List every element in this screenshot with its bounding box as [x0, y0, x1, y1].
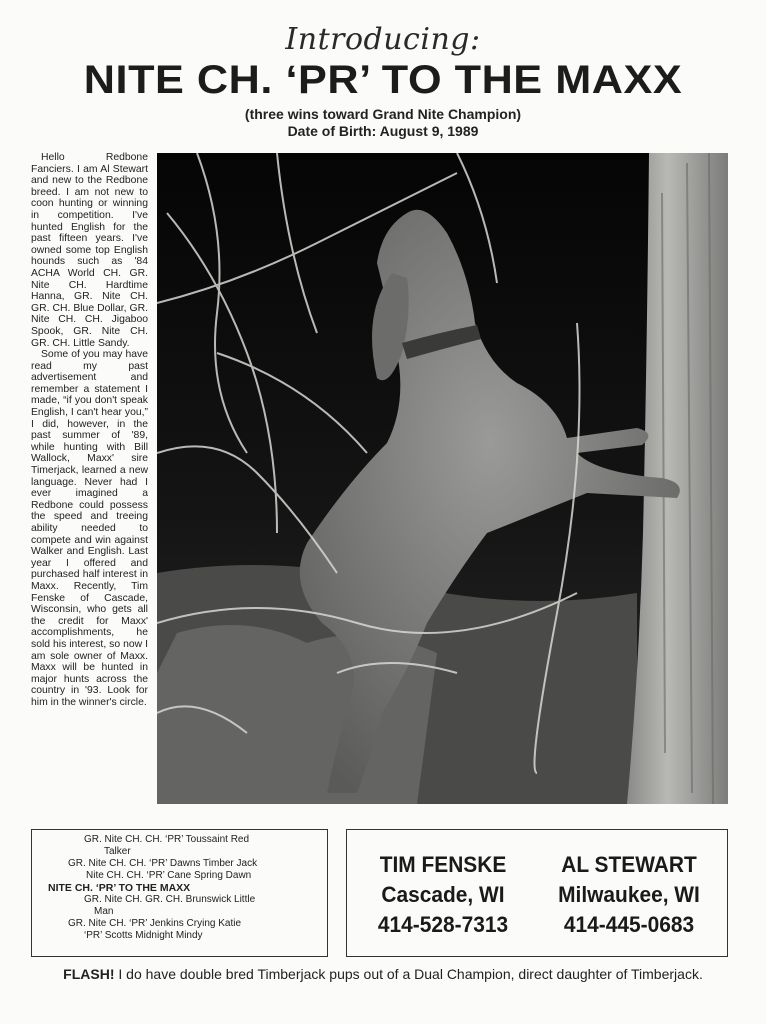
- pedigree-line: Man: [94, 906, 114, 917]
- contact-tim-fenske: [353, 850, 533, 940]
- contact-phone: 414-445-0683: [563, 912, 695, 937]
- intro-heading: Introducing:: [285, 22, 481, 57]
- subtitle: (three wins toward Grand Nite Champion): [244, 106, 522, 122]
- pedigree-line: GR. Nite CH. GR. CH. Brunswick Little: [84, 894, 256, 905]
- contact-name: AL STEWART: [561, 852, 697, 877]
- flash-label: FLASH!: [63, 966, 115, 982]
- contact-al-stewart: [539, 850, 719, 940]
- pedigree-line: Talker: [104, 846, 131, 857]
- article-body: [31, 152, 148, 832]
- pedigree-line: GR. Nite CH. CH. ‘PR’ Dawns Timber Jack: [68, 858, 258, 869]
- flash-text: I do have double bred Timberjack pups out of a Dual Champion, direct daughter of Timberjack.: [114, 966, 703, 982]
- pedigree-subject: NITE CH. ‘PR’ TO THE MAXX: [48, 882, 191, 894]
- article-paragraph: Some of you may have read my past advertisement and remember a statement I made, “if you don't speak English, I can't hear you,” I did, however, in the past summer of '89, while hunting with Bill Wallock, Maxx' sire Timerjack, learned a new language. Never had I ever imagined a Redbone could possess the speed and treeing ability needed to compete and win against Walker and English. Last year I offered and purchased half interest in Maxx. Recently, Tim Fenske of Cascade, Wisconsin, who gets all the credit for Maxx' accomplishments, he sold his interest, so now I am sole owner of Maxx. Maxx will be hunted in major hunts across the country in '93. Look for him in the winner's circle.: [31, 349, 148, 708]
- pedigree-line: Nite CH. CH. ‘PR’ Cane Spring Dawn: [86, 870, 252, 881]
- contact-box: [346, 829, 728, 957]
- pedigree-line: GR. Nite CH. CH. ‘PR’ Toussaint Red: [84, 834, 250, 845]
- dog-photo: [157, 153, 728, 804]
- pedigree-box: [31, 829, 328, 957]
- date-of-birth: Date of Birth: August 9, 1989: [287, 123, 479, 139]
- contact-name: TIM FENSKE: [379, 852, 507, 877]
- contact-city: Cascade, WI: [381, 882, 505, 907]
- article-paragraph: Hello Redbone Fanciers. I am Al Stewart and new to the Redbone breed. I am not new to coon hunting or winning in competition. I've hunted English for the past fifteen years. I've owned some top English hounds such as '84 ACHA World CH. GR. Nite CH. Hardtime Hanna, GR. Nite CH. GR. CH. Blue Dollar, GR. Nite CH. CH. Jigaboo Spook, GR. Nite CH. GR. CH. Little Sandy.: [31, 152, 148, 349]
- contact-city: Milwaukee, WI: [558, 882, 700, 907]
- page-title: NITE CH. ‘PR’ TO THE MAXX: [83, 58, 683, 102]
- pedigree-line: ‘PR’ Scotts Midnight Mindy: [84, 930, 203, 941]
- flash-notice: [0, 966, 766, 982]
- contact-phone: 414-528-7313: [377, 912, 509, 937]
- pedigree-line: GR. Nite CH. ‘PR’ Jenkins Crying Katie: [68, 918, 242, 929]
